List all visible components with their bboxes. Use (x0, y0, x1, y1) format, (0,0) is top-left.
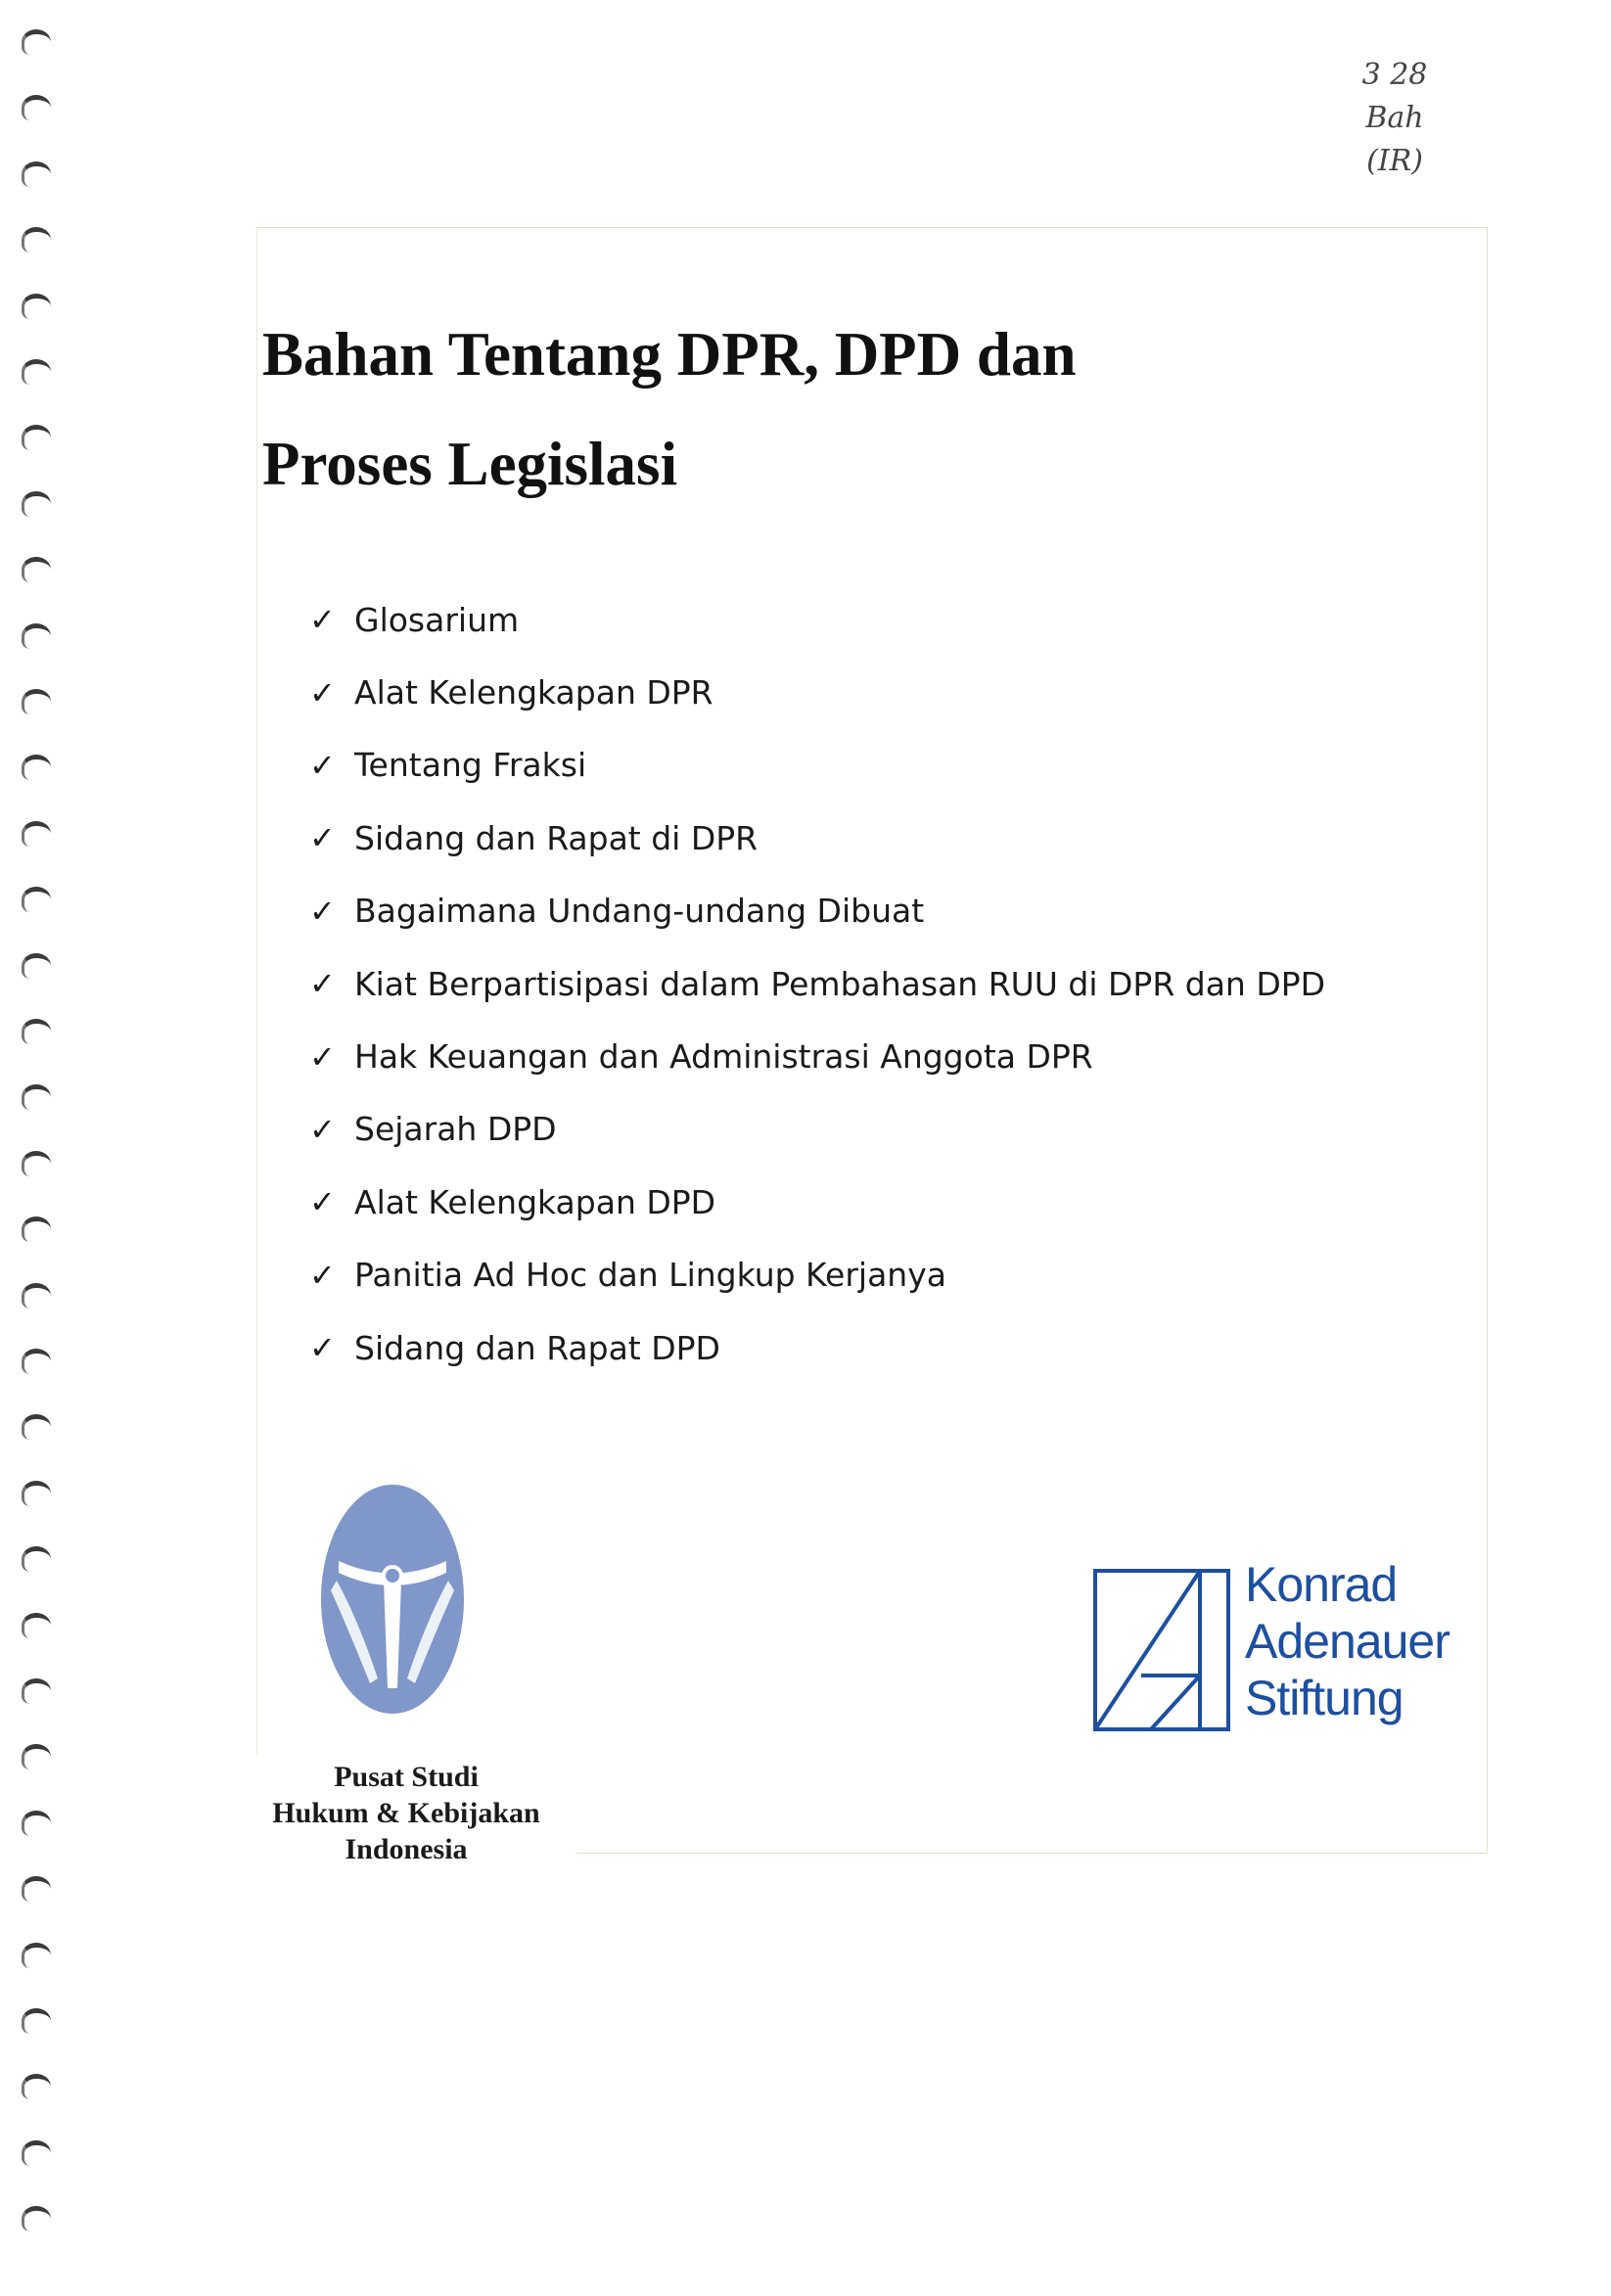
check-icon: ✓ (309, 1037, 336, 1076)
binding-hole (22, 227, 51, 253)
binding-hole (22, 953, 51, 979)
kas-name-line-2: Adenauer (1245, 1614, 1450, 1669)
binding-hole (22, 1876, 51, 1902)
kas-logo-lower-diagonal (1151, 1676, 1200, 1729)
check-icon: ✓ (309, 1183, 336, 1221)
contents-item-label: Sidang dan Rapat di DPR (354, 818, 759, 857)
contents-item (309, 1311, 1325, 1384)
contents-item (309, 583, 1325, 656)
binding-hole (22, 1744, 51, 1769)
contents-item (309, 1020, 1325, 1092)
binding-hole (22, 1283, 51, 1309)
binding-hole (22, 1151, 51, 1176)
contents-item (309, 802, 1325, 874)
handwritten-note-line: Bah (1365, 101, 1424, 135)
contents-item-label: Tentang Fraksi (354, 746, 587, 785)
check-icon: ✓ (309, 965, 336, 1003)
contents-item (309, 656, 1325, 728)
frame-line-left (256, 227, 257, 1754)
contents-item-label: Glosarium (354, 600, 520, 639)
check-icon: ✓ (309, 1256, 336, 1294)
binding-hole (22, 755, 51, 780)
check-icon: ✓ (309, 819, 336, 857)
contents-item-label: Bagaimana Undang-undang Dibuat (354, 892, 925, 931)
check-icon: ✓ (309, 1329, 336, 1367)
binding-hole (22, 1678, 51, 1704)
binding-hole (22, 1811, 51, 1836)
binding-hole (22, 1349, 51, 1374)
check-icon: ✓ (309, 892, 336, 930)
kas-logo-frame (1095, 1571, 1228, 1729)
title-line-2: Proses Legislasi (262, 430, 678, 498)
contents-item-label: Sidang dan Rapat DPD (354, 1328, 720, 1367)
binding-hole (22, 821, 51, 847)
contents-item (309, 875, 1325, 947)
contents-item (309, 1166, 1325, 1238)
binding-hole (22, 1414, 51, 1440)
kas-logo-mark (1092, 1568, 1231, 1732)
pshk-name-line-1: Pusat Studi (334, 1761, 479, 1793)
contents-item-label: Alat Kelengkapan DPD (354, 1182, 716, 1221)
binding-hole (22, 425, 51, 450)
contents-item-label: Panitia Ad Hoc dan Lingkup Kerjanya (354, 1256, 946, 1295)
contents-item-label: Sejarah DPD (354, 1110, 557, 1149)
pshk-name-line-3: Indonesia (345, 1833, 468, 1865)
binding-hole (22, 2140, 51, 2166)
binding-hole (22, 623, 51, 649)
contents-item-label: Kiat Berpartisipasi dalam Pembahasan RUU di DPR dan DPD (354, 964, 1326, 1003)
kas-name-line-1: Konrad (1245, 1557, 1398, 1612)
binding-hole (22, 1546, 51, 1572)
contents-list (309, 583, 1325, 1384)
handwritten-note-line: 3 28 (1361, 58, 1428, 92)
pshk-name (245, 1759, 568, 1867)
frame-line-bottom (577, 1853, 1488, 1854)
spiral-binding (22, 29, 61, 2280)
check-icon: ✓ (309, 673, 336, 712)
check-icon: ✓ (309, 601, 336, 639)
binding-hole (22, 491, 51, 517)
contents-item-label: Hak Keuangan dan Administrasi Anggota DPR (354, 1037, 1093, 1077)
binding-hole (22, 557, 51, 582)
check-icon: ✓ (309, 1110, 336, 1148)
kas-logo-diagonal (1095, 1571, 1200, 1729)
binding-hole (22, 2206, 51, 2231)
title-line-1: Bahan Tentang DPR, DPD dan (262, 320, 1077, 389)
binding-hole (22, 2008, 51, 2034)
binding-hole (22, 689, 51, 714)
contents-item (309, 729, 1325, 802)
check-icon: ✓ (309, 746, 336, 784)
binding-hole (22, 95, 51, 120)
binding-hole (22, 887, 51, 912)
kas-name (1245, 1556, 1450, 1726)
binding-hole (22, 1943, 51, 1968)
binding-hole (22, 1481, 51, 1506)
contents-item (309, 947, 1325, 1020)
binding-hole (22, 29, 51, 55)
binding-hole (22, 161, 51, 187)
binding-hole (22, 1019, 51, 1044)
pshk-logo (319, 1483, 466, 1716)
document-title (262, 299, 1077, 519)
frame-line-top (256, 227, 1488, 228)
binding-hole (22, 294, 51, 319)
handwritten-note-line: (IR) (1366, 144, 1423, 178)
binding-hole (22, 2074, 51, 2099)
contents-item-label: Alat Kelengkapan DPR (354, 673, 713, 712)
pshk-name-line-2: Hukum & Kebijakan (272, 1797, 540, 1829)
frame-line-right (1487, 227, 1488, 1852)
kas-name-line-3: Stiftung (1245, 1671, 1404, 1725)
handwritten-note (1341, 54, 1449, 183)
contents-item (309, 1093, 1325, 1166)
pshk-logo-pivot (384, 1567, 401, 1584)
binding-hole (22, 1084, 51, 1110)
binding-hole (22, 1217, 51, 1242)
contents-item (309, 1239, 1325, 1311)
binding-hole (22, 359, 51, 385)
binding-hole (22, 1613, 51, 1638)
